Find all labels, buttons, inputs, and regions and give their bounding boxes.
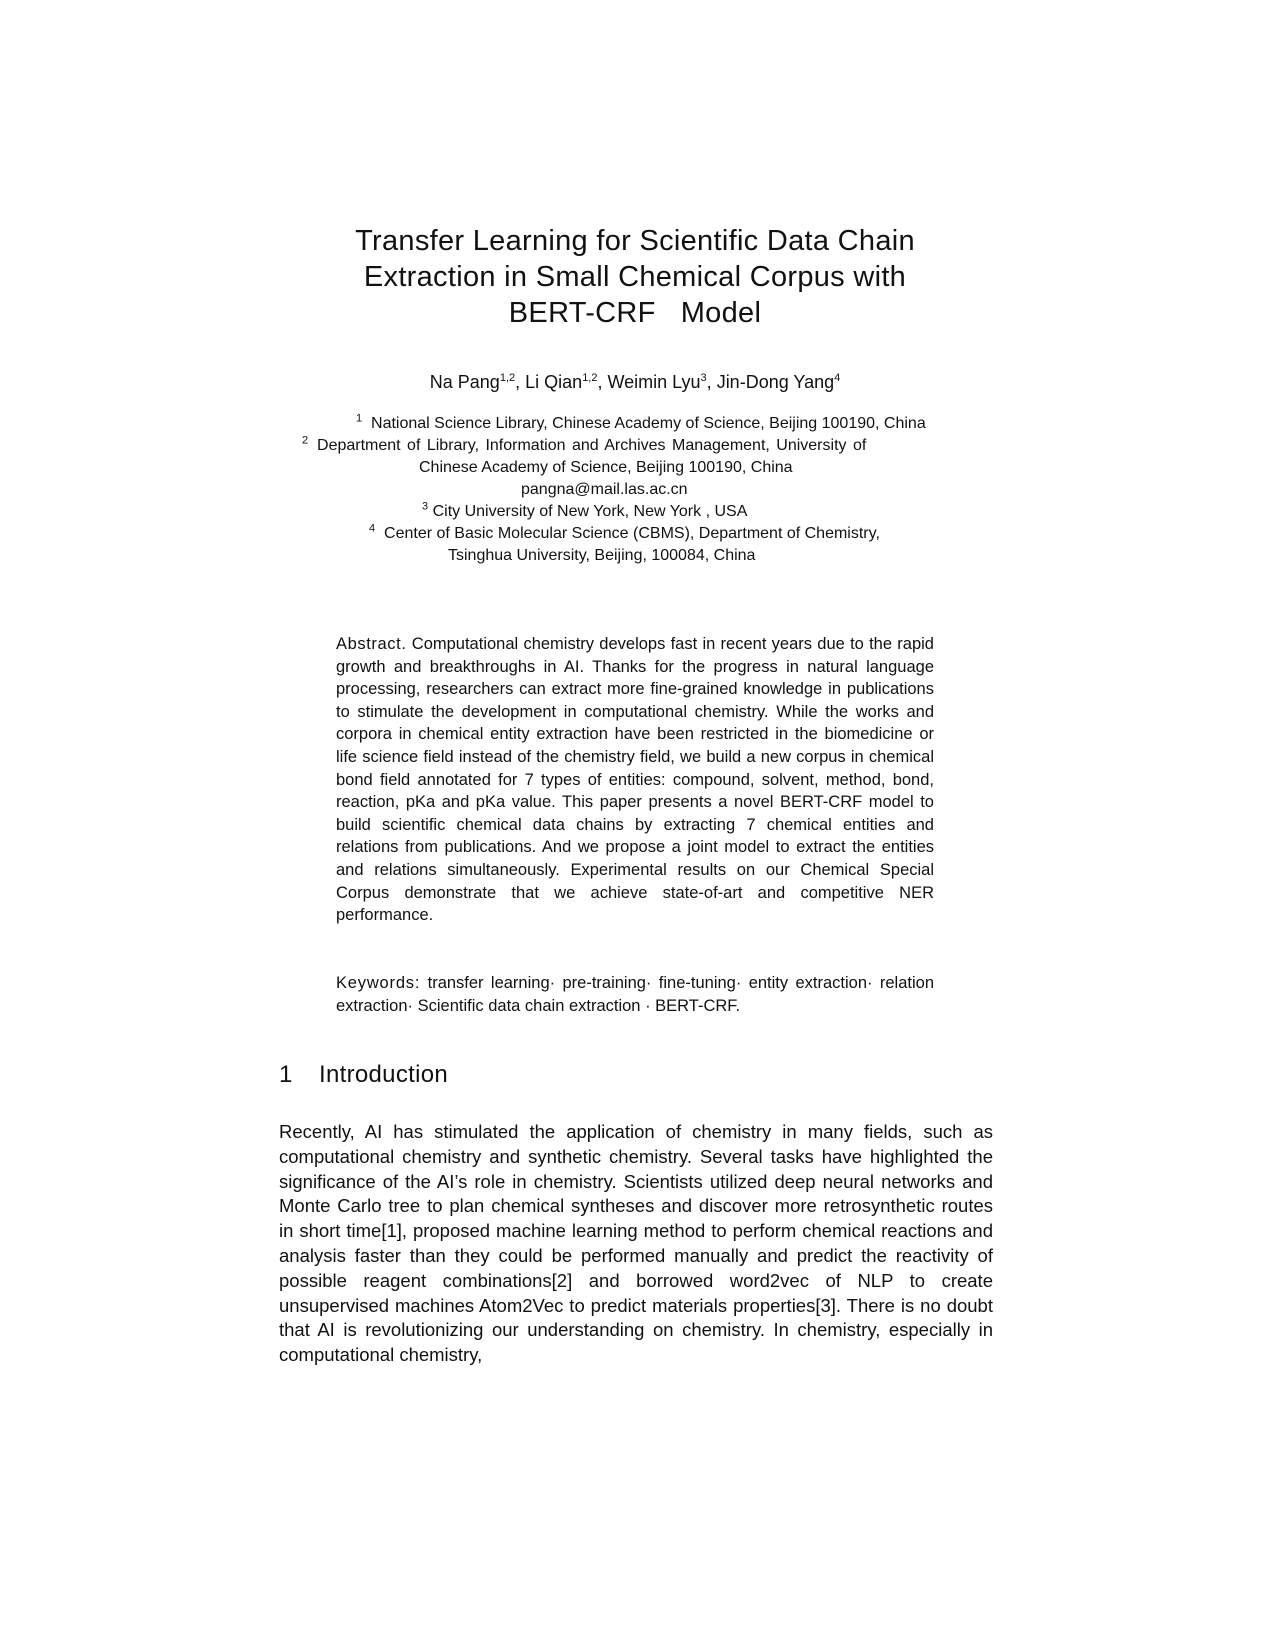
keywords [336,972,934,1017]
abstract-text: Computational chemistry develops fast in recent years due to the rapid growth and breakthroughs in AI. Thanks for the progress in natural language processing, researchers can extract more fine-grained knowledge in publications to stimulate the development in computational chemistry. While the works and corpora in chemical entity extraction have been restricted in the biomedicine or life science field instead of the chemistry field, we build a new corpus in chemical bond field annotated for 7 types of entities: compound, solvent, method, bond, reaction, pKa and pKa value. This paper presents a novel BERT-CRF model to build scientific chemical data chains by extracting 7 chemical entities and relations from publications. And we propose a joint model to extract the entities and relations simultaneously. Experimental results on our Chemical Special Corpus demonstrate that we achieve state-of-art and competitive NER performance. [336,635,934,925]
author-2: Li Qian$^{1,2}$, [525,372,608,392]
title-line-3: BERT-CRF Model [508,297,762,329]
affiliation-4-cont: Tsinghua University, Beijing, 100084, China [448,547,756,564]
abstract-label: Abstract. [336,635,407,653]
paper-title [250,223,1020,331]
title-line-1: Transfer Learning for Scientific Data Chain [355,225,915,257]
author-1: Na Pang$^{1,2}$, [429,372,526,392]
keywords-text: transfer learning· pre-training· fine-tuning· entity extraction· relation extraction· Scientific data chain extraction · BERT-CRF. [336,974,935,1015]
affiliation-4: $^4$ Center of Basic Molecular Science (CBMS), Department of Chemistry, [369,522,880,542]
author-4: Jin-Dong Yang$^4$ [716,372,841,392]
affiliation-3: $^3$ City University of New York, New York , USA [422,500,748,520]
section-number: 1 [279,1061,293,1088]
author-3: Weimin Lyu$^3$, [607,372,717,392]
keywords-label: Keywords: [336,974,421,992]
affiliation-2: $^2$ Department of Library, Information and Archives Management, University of [302,434,867,454]
contact-email: pangna@mail.las.ac.cn [521,481,688,498]
title-line-2: Extraction in Small Chemical Corpus with [363,261,907,293]
abstract [336,633,934,927]
affiliation-2-cont: Chinese Academy of Science, Beijing 100190, China [419,459,793,476]
section-title: Introduction [319,1061,449,1088]
author-list [250,370,1020,394]
affiliation-1: $^1$ National Science Library, Chinese Academy of Science, Beijing 100190, China [356,412,926,432]
intro-paragraph: Recently, AI has stimulated the application of chemistry in many fields, such as computational chemistry and synthetic chemistry. Several tasks have highlighted the significance of the AI’s role in chemistry. Scientists utilized deep neural networks and Monte Carlo tree to plan chemical syntheses and discover more retrosynthetic routes in short time[1], proposed machine learning method to perform chemical reactions and analysis faster than they could be performed manually and predict the reactivity of possible reagent combinations[2] and borrowed word2vec of NLP to create unsupervised machines Atom2Vec to predict materials properties[3]. There is no doubt that AI is revolutionizing our understanding on chemistry. In chemistry, especially in computational chemistry, [279,1121,993,1366]
section-heading [279,1060,448,1090]
